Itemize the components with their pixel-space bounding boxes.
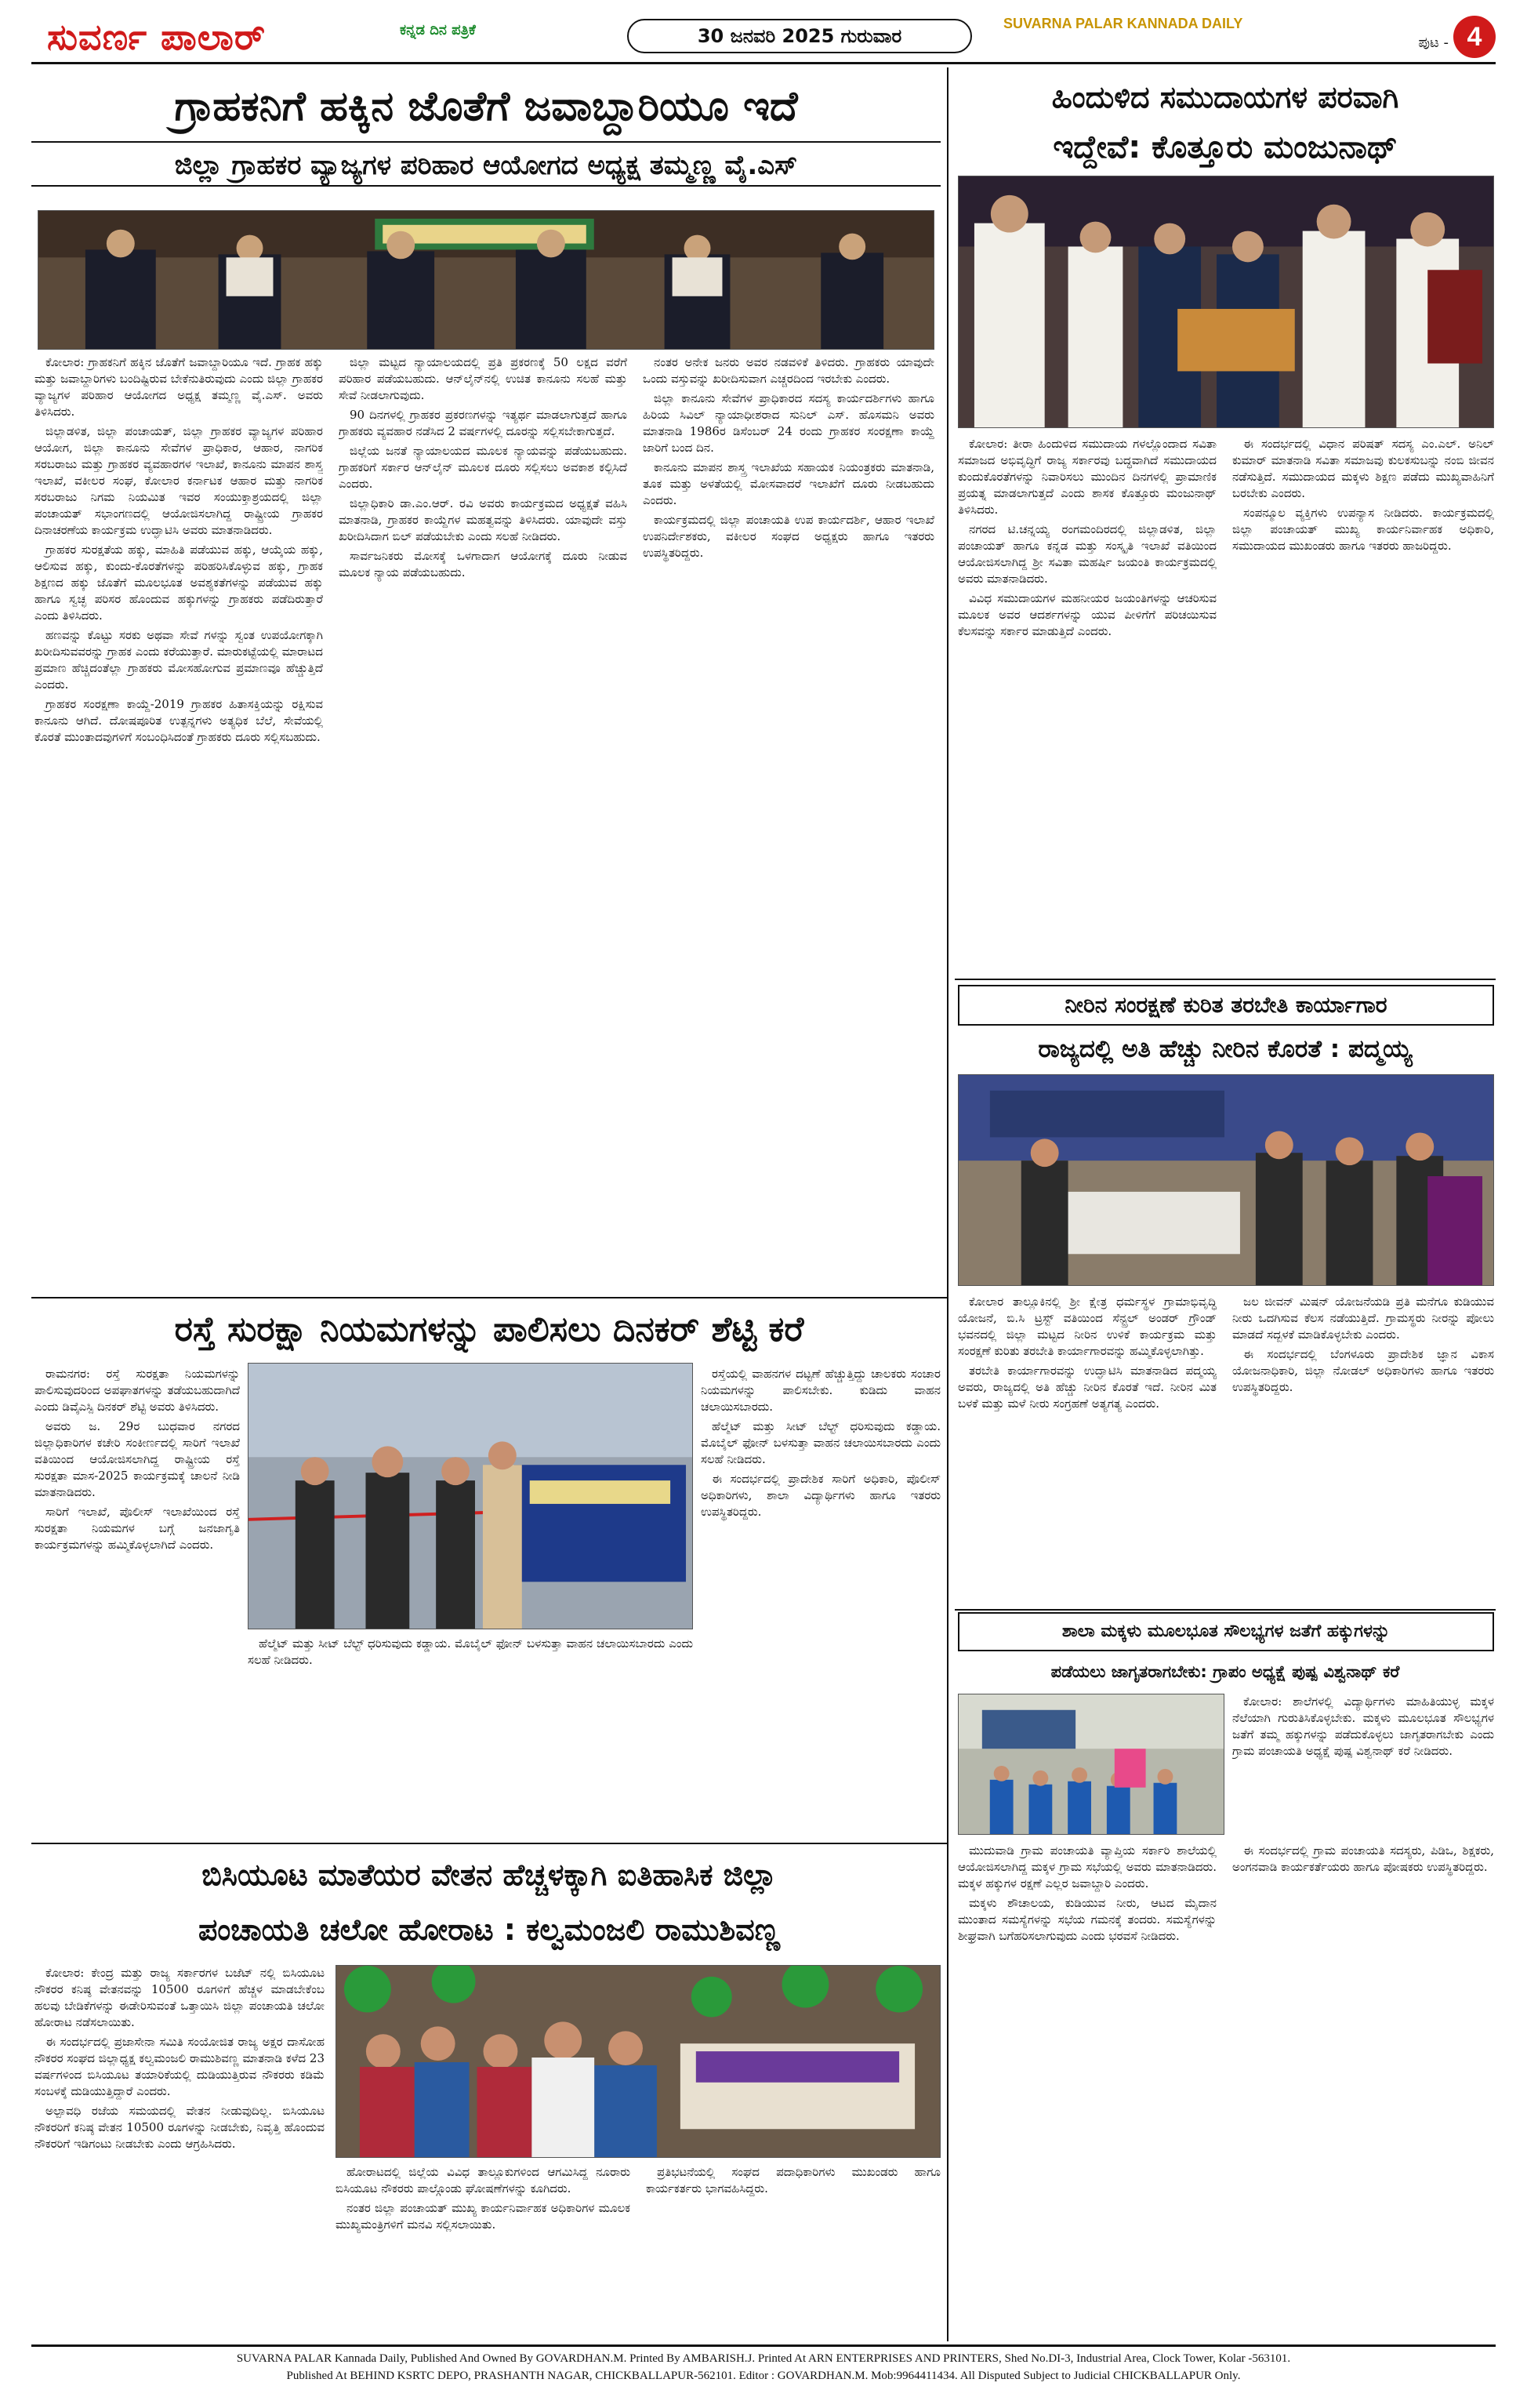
story3-paragraph: ತರಬೇತಿ ಕಾರ್ಯಾಗಾರವನ್ನು ಉದ್ಘಾಟಿಸಿ ಮಾತನಾಡಿದ ಪದ್ಮಯ್ಯ ಅವರು, ರಾಜ್ಯದಲ್ಲಿ ಅತಿ ಹೆಚ್ಚು ನೀರಿನ ಕೊರತೆ ಇದೆ. ನೀರಿನ ಮಿತ ಬಳಕೆ ಮತ್ತು ಮಳೆ ನೀರು ಸಂಗ್ರಹಣೆ ಅತ್ಯಗತ್ಯ ಎಂದರು. [958,1364,1217,1411]
column-divider [947,1808,948,2341]
story6-col2 [958,1843,1217,2338]
story1-paragraph: ಜಿಲ್ಲಾ ಕಾನೂನು ಸೇವೆಗಳ ಪ್ರಾಧಿಕಾರದ ಸದಸ್ಯ ಕಾರ್ಯದರ್ಶಿಗಳು ಹಾಗೂ ಹಿರಿಯ ಸಿವಿಲ್ ನ್ಯಾಯಾಧೀಶರಾದ ಸುನಿಲ್ ಎಸ್. ಹೊಸಮನಿ ಅವರು ಮಾತನಾಡಿ 1986ರ ಡಿಸೆಂಬರ್ 24 ರಂದು ಗ್ರಾಹಕರ ಸಂರಕ್ಷಣಾ ಕಾಯ್ದೆ ಜಾರಿಗೆ ಬಂದ ದಿನ. [643,391,934,455]
story1-paragraph: ಜಿಲ್ಲಾಧಿಕಾರಿ ಡಾ.ಎಂ.ಆರ್. ರವಿ ಅವರು ಕಾರ್ಯಕ್ರಮದ ಅಧ್ಯಕ್ಷತೆ ವಹಿಸಿ ಮಾತನಾಡಿ, ಗ್ರಾಹಕರ ಕಾಯ್ದೆಗಳ ಮಹತ್ವವನ್ನು ತಿಳಿಸಿದರು. ಯಾವುದೇ ವಸ್ತು ಖರೀದಿಸಿದಾಗ ಬಿಲ್ ಪಡೆಯಬೇಕು ಎಂದು ಸಲಹೆ ನೀಡಿದರು. [339,496,627,543]
newspaper-logo: ಸುವರ್ಣ ಪಾಲಾರ್ [47,16,267,58]
story5-col3 [646,2164,941,2338]
story1-headline: ಗ್ರಾಹಕನಿಗೆ ಹಕ್ಕಿನ ಜೊತೆಗೆ ಜವಾಬ್ದಾರಿಯೂ ಇದೆ [174,83,798,130]
story4-photo [248,1363,693,1629]
story1-paragraph: ಜಿಲ್ಲಾ ಮಟ್ಟದ ನ್ಯಾಯಾಲಯದಲ್ಲಿ ಪ್ರತಿ ಪ್ರಕರಣಕ್ಕೆ 50 ಲಕ್ಷದ ವರೆಗೆ ಪರಿಹಾರ ಪಡೆಯಬಹುದು. ಆನ್‌ಲೈನ್‌ನಲ್ಲಿ ಉಚಿತ ಕಾನೂನು ಸಲಹೆ ಮತ್ತು ಸೇವೆ ನೀಡಲಾಗುವುದು. [339,355,627,402]
story6-paragraph: ಕೋಲಾರ: ಶಾಲೆಗಳಲ್ಲಿ ವಿದ್ಯಾರ್ಥಿಗಳು ಮಾಹಿತಿಯುಳ್ಳ ಮಕ್ಕಳ ನೆಲೆಯಾಗಿ ಗುರುತಿಸಿಕೊಳ್ಳಬೇಕು. ಮಕ್ಕಳು ಮೂಲಭೂತ ಸೌಲಭ್ಯಗಳ ಜತೆಗೆ ತಮ್ಮ ಹಕ್ಕುಗಳನ್ನು ಪಡೆದುಕೊಳ್ಳಲು ಜಾಗೃತರಾಗಬೇಕು ಎಂದು ಗ್ರಾಮ ಪಂಚಾಯತಿ ಅಧ್ಯಕ್ಷೆ ಪುಷ್ಪ ವಿಶ್ವನಾಥ್ ಕರೆ ನೀಡಿದರು. [1232,1694,1494,1758]
story3-paragraph: ಕೋಲಾರ ತಾಲ್ಲೂಕಿನಲ್ಲಿ ಶ್ರೀ ಕ್ಷೇತ್ರ ಧರ್ಮಸ್ಥಳ ಗ್ರಾಮಾಭಿವೃದ್ಧಿ ಯೋಜನೆ, ಬಿ.ಸಿ ಟ್ರಸ್ಟ್ ವತಿಯಿಂದ ಸೆನ್ಟ್ರಲ್ ಅಂಡರ್ ಗ್ರೌಂಡ್ ಭವನದಲ್ಲಿ ಜಿಲ್ಲಾ ಮಟ್ಟದ ನೀರಿನ ಉಳಿಕೆ ಕಾರ್ಯಕ್ರಮ ಮತ್ತು ಸಂರಕ್ಷಣೆ ಕುರಿತು ತರಬೇತಿ ಕಾರ್ಯಾಗಾರವನ್ನು ಹಮ್ಮಿಕೊಳ್ಳಲಾಗಿತ್ತು. [958,1295,1217,1358]
story5-paragraph: ಪ್ರತಿಭಟನೆಯಲ್ಲಿ ಸಂಘದ ಪದಾಧಿಕಾರಿಗಳು ಮುಖಂಡರು ಹಾಗೂ ಕಾರ್ಯಕರ್ತರು ಭಾಗವಹಿಸಿದ್ದರು. [646,2165,941,2196]
story5-headline-line1: ಬಿಸಿಯೂಟ ಮಾತೆಯರ ವೇತನ ಹೆಚ್ಚಳಕ್ಕಾಗಿ ಐತಿಹಾಸಿಕ ಜಿಲ್ಲಾ [201,1858,777,1892]
story2-paragraph: ವಿವಿಧ ಸಮುದಾಯಗಳ ಮಹನೀಯರ ಜಯಂತಿಗಳನ್ನು ಆಚರಿಸುವ ಮೂಲಕ ಅವರ ಆದರ್ಶಗಳನ್ನು ಯುವ ಪೀಳಿಗೆಗೆ ಪರಿಚಯಿಸುವ ಕೆಲಸವನ್ನು ಸರ್ಕಾರ ಮಾಡುತ್ತಿದೆ ಎಂದರು. [958,591,1217,638]
story3-col1 [958,1294,1217,1607]
story1-col3 [643,354,934,1292]
story2-paragraph: ಸಂಪನ್ಮೂಲ ವ್ಯಕ್ತಿಗಳು ಉಪನ್ಯಾಸ ನೀಡಿದರು. ಕಾರ್ಯಕ್ರಮದಲ್ಲಿ ಜಿಲ್ಲಾ ಪಂಚಾಯತ್ ಮುಖ್ಯ ಕಾರ್ಯನಿರ್ವಾಹಕ ಅಧಿಕಾರಿ, ಸಮುದಾಯದ ಮುಖಂಡರು ಹಾಗೂ ಇತರರು ಹಾಜರಿದ್ದರು. [1232,506,1494,553]
story2-paragraph: ಈ ಸಂದರ್ಭದಲ್ಲಿ ವಿಧಾನ ಪರಿಷತ್ ಸದಸ್ಯ ಎಂ.ಎಲ್. ಅನಿಲ್ ಕುಮಾರ್ ಮಾತನಾಡಿ ಸವಿತಾ ಸಮಾಜವು ಕುಲಕಸುಬನ್ನು ನಂಬಿ ಜೀವನ ನಡೆಸುತ್ತಿದೆ. ಸಮುದಾಯದ ಮಕ್ಕಳು ಶಿಕ್ಷಣ ಪಡೆದು ಮುಖ್ಯವಾಹಿನಿಗೆ ಬರಬೇಕು ಎಂದರು. [1232,437,1494,500]
story5-headline-line2: ಪಂಚಾಯತಿ ಚಲೋ ಹೋರಾಟ : ಕಲ್ವಮಂಜಲಿ ರಾಮುಶಿವಣ್ಣ [198,1912,780,1947]
story6-paragraph: ಮಕ್ಕಳು ಶೌಚಾಲಯ, ಕುಡಿಯುವ ನೀರು, ಆಟದ ಮೈದಾನ ಮುಂತಾದ ಸಮಸ್ಯೆಗಳನ್ನು ಸಭೆಯ ಗಮನಕ್ಕೆ ತಂದರು. ಸಮಸ್ಯೆಗಳನ್ನು ಶೀಘ್ರವಾಗಿ ಬಗೆಹರಿಸಲಾಗುವುದು ಎಂದು ಭರವಸೆ ನೀಡಿದರು. [958,1896,1217,1943]
story4-col2 [701,1366,941,1836]
story1-paragraph: ಸಾರ್ವಜನಿಕರು ಮೋಸಕ್ಕೆ ಒಳಗಾದಾಗ ಆಯೋಗಕ್ಕೆ ದೂರು ನೀಡುವ ಮೂಲಕ ನ್ಯಾಯ ಪಡೆಯಬಹುದು. [339,549,627,579]
story4-paragraph: ರಾಮನಗರ: ರಸ್ತೆ ಸುರಕ್ಷತಾ ನಿಯಮಗಳನ್ನು ಪಾಲಿಸುವುದರಿಂದ ಅಪಘಾತಗಳನ್ನು ತಡೆಯಬಹುದಾಗಿದೆ ಎಂದು ಡಿವೈಎಸ್ಪಿ ದಿನಕರ್ ಶೆಟ್ಟಿ ಅವರು ತಿಳಿಸಿದರು. [34,1367,240,1414]
story3-col2 [1232,1294,1494,1607]
story6-col3 [1232,1843,1494,2338]
story5-paragraph: ಈ ಸಂದರ್ಭದಲ್ಲಿ ಪ್ರಜಾಸೇನಾ ಸಮಿತಿ ಸಂಯೋಜಿತ ರಾಜ್ಯ ಅಕ್ಷರ ದಾಸೋಹ ನೌಕರರ ಸಂಘದ ಜಿಲ್ಲಾಧ್ಯಕ್ಷ ಕಲ್ವಮಂಜಲಿ ರಾಮುಶಿವಣ್ಣ ಮಾತನಾಡಿ ಕಳೆದ 23 ವರ್ಷಗಳಿಂದ ಬಿಸಿಯೂಟ ತಯಾರಿಕೆಯಲ್ಲಿ ದುಡಿಯುತ್ತಿರುವ ನೌಕರರು ಕಡಿಮೆ ಸಂಬಳಕ್ಕೆ ದುಡಿಯುತ್ತಿದ್ದಾರೆ ಎಂದರು. [34,2035,325,2098]
story6-body [958,1843,1494,2338]
story2-photo [958,176,1494,428]
story2-col2 [1232,436,1494,974]
story4-col3 [248,1636,693,1836]
imprint-line-1: SUVARNA PALAR Kannada Daily, Published And Owned By GOVARDHAN.M. Printed By AMBARISH.J. Printed At ARN ENTERPRISES AND PRINTERS, Shed No.DI-3, Industrial Area, Clock Tower, Kolar -563101. [236,2352,1291,2365]
story1-paragraph: ನಂತರ ಅನೇಕ ಜನರು ಅವರ ನಡವಳಿಕೆ ತಿಳಿದರು. ಗ್ರಾಹಕರು ಯಾವುದೇ ಒಂದು ವಸ್ತುವನ್ನು ಖರೀದಿಸುವಾಗ ಎಚ್ಚರದಿಂದ ಇರಬೇಕು ಎಂದರು. [643,355,934,386]
column-divider [947,67,948,1808]
story2-paragraph: ಕೋಲಾರ: ತೀರಾ ಹಿಂದುಳಿದ ಸಮುದಾಯ ಗಳಲ್ಲೊಂದಾದ ಸವಿತಾ ಸಮಾಜದ ಅಭಿವೃದ್ಧಿಗೆ ರಾಜ್ಯ ಸರ್ಕಾರವು ಬದ್ಧವಾಗಿದೆ ಸಮುದಾಯದ ಕುಂದುಕೊರತೆಗಳನ್ನು ನಿವಾರಿಸಲು ಮುಂದಿನ ದಿನಗಳಲ್ಲಿ ಪ್ರಾಮಾಣಿಕ ಪ್ರಯತ್ನ ಮಾಡಲಾಗುತ್ತದೆ ಎಂದು ಶಾಸಕ ಕೊತ್ತೂರು ಮಂಜುನಾಥ್ ತಿಳಿಸಿದರು. [958,437,1217,517]
story6-col1 [1232,1694,1494,1835]
story5-body-right [336,2164,941,2338]
story2-headline-line2: ಇದ್ದೇವೆ: ಕೊತ್ತೂರು ಮಂಜುನಾಥ್ [1053,129,1398,165]
story4-body-right [701,1366,941,1836]
issue-date: 30 ಜನವರಿ 2025 ಗುರುವಾರ [627,19,972,53]
story1-body [34,354,941,1292]
story2-paragraph: ನಗರದ ಟಿ.ಚನ್ನಯ್ಯ ರಂಗಮಂದಿರದಲ್ಲಿ ಜಿಲ್ಲಾಡಳಿತ, ಜಿಲ್ಲಾ ಪಂಚಾಯತ್ ಹಾಗೂ ಕನ್ನಡ ಮತ್ತು ಸಂಸ್ಕೃತಿ ಇಲಾಖೆ ವತಿಯಿಂದ ಆಯೋಜಿಸಲಾಗಿದ್ದ ಶ್ರೀ ಸವಿತಾ ಮಹರ್ಷಿ ಜಯಂತಿ ಕಾರ್ಯಕ್ರಮದಲ್ಲಿ ಅವರು ಮಾತನಾಡಿದರು. [958,522,1217,586]
story1-paragraph: ಕಾನೂನು ಮಾಪನ ಶಾಸ್ತ್ರ ಇಲಾಖೆಯ ಸಹಾಯಕ ನಿಯಂತ್ರಕರು ಮಾತನಾಡಿ, ತೂಕ ಮತ್ತು ಅಳತೆಯಲ್ಲಿ ಮೋಸವಾದರೆ ಇಲಾಖೆಗೆ ದೂರು ನೀಡಬಹುದು ಎಂದರು. [643,460,934,507]
story6-headline-line2: ಪಡೆಯಲು ಜಾಗೃತರಾಗಬೇಕು: ಗ್ರಾಪಂ ಅಧ್ಯಕ್ಷೆ ಪುಷ್ಪ ವಿಶ್ವನಾಥ್ ಕರೆ [1050,1662,1400,1681]
story1-paragraph: ಜಿಲ್ಲಾಡಳಿತ, ಜಿಲ್ಲಾ ಪಂಚಾಯತ್, ಜಿಲ್ಲಾ ಗ್ರಾಹಕರ ವ್ಯಾಜ್ಯಗಳ ಪರಿಹಾರ ಆಯೋಗ, ಜಿಲ್ಲಾ ಕಾನೂನು ಸೇವೆಗಳ ಪ್ರಾಧಿಕಾರ, ಆಹಾರ, ನಾಗರಿಕ ಸರಬರಾಜು ಮತ್ತು ಗ್ರಾಹಕರ ವ್ಯವಹಾರಗಳ ಇಲಾಖೆ, ಕಾನೂನು ಮಾಪನ ಶಾಸ್ತ್ರ ಇಲಾಖೆ, ವಕೀಲರ ಸಂಘ, ಕೋಲಾರ ಕರ್ನಾಟಕ ಆಹಾರ ಮತ್ತು ನಾಗರಿಕ ಸರಬರಾಜು ನಿಗಮ ನಿಯಮಿತ ಇವರ ಸಂಯುಕ್ತಾಶ್ರಯದಲ್ಲಿ ಜಿಲ್ಲಾ ಪಂಚಾಯತ್ ಸಭಾಂಗಣದಲ್ಲಿ ಆಯೋಜಿಸಲಾಗಿದ್ದ ರಾಷ್ಟ್ರೀಯ ಗ್ರಾಹಕರ ದಿನಾಚರಣೆಯ ಕಾರ್ಯಕ್ರಮ ಉದ್ಘಾಟಿಸಿ ಅವರು ಮಾತನಾಡಿದರು. [34,424,323,537]
page-number: 4 [1453,16,1496,58]
story4-paragraph: ಹೆಲ್ಮೆಟ್ ಮತ್ತು ಸೀಟ್ ಬೆಲ್ಟ್ ಧರಿಸುವುದು ಕಡ್ಡಾಯ. ಮೊಬೈಲ್ ಫೋನ್ ಬಳಸುತ್ತಾ ವಾಹನ ಚಲಾಯಿಸಬಾರದು ಎಂದು ಸಲಹೆ ನೀಡಿದರು. [248,1636,693,1667]
imprint-footer [31,2344,1496,2392]
story1-photo [38,210,934,350]
section-rule [955,979,1496,980]
story2-body [958,436,1494,974]
story4-paragraph: ಸಾರಿಗೆ ಇಲಾಖೆ, ಪೊಲೀಸ್ ಇಲಾಖೆಯಿಂದ ರಸ್ತೆ ಸುರಕ್ಷತಾ ನಿಯಮಗಳ ಬಗ್ಗೆ ಜನಜಾಗೃತಿ ಕಾರ್ಯಕ್ರಮಗಳನ್ನು ಹಮ್ಮಿಕೊಳ್ಳಲಾಗಿದೆ ಎಂದರು. [34,1505,240,1552]
story1-subhead: ಜಿಲ್ಲಾ ಗ್ರಾಹಕರ ವ್ಯಾಜ್ಯಗಳ ಪರಿಹಾರ ಆಯೋಗದ ಅಧ್ಯಕ್ಷ ತಮ್ಮಣ್ಣ ವೈ.ಎಸ್ [31,141,941,187]
story4-paragraph: ರಸ್ತೆಯಲ್ಲಿ ವಾಹನಗಳ ದಟ್ಟಣೆ ಹೆಚ್ಚುತ್ತಿದ್ದು ಚಾಲಕರು ಸಂಚಾರ ನಿಯಮಗಳನ್ನು ಪಾಲಿಸಬೇಕು. ಕುಡಿದು ವಾಹನ ಚಲಾಯಿಸಬಾರದು. [701,1367,941,1414]
english-name: SUVARNA PALAR KANNADA DAILY [1003,16,1243,31]
story5-paragraph: ಅಲ್ಪಾವಧಿ ರಜೆಯ ಸಮಯದಲ್ಲಿ ವೇತನ ನೀಡುವುದಿಲ್ಲ. ಬಿಸಿಯೂಟ ನೌಕರರಿಗೆ ಕನಿಷ್ಠ ವೇತನ 10500 ರೂಗಳನ್ನು ನೀಡಬೇಕು, ನಿವೃತ್ತಿ ಹೊಂದುವ ನೌಕರರಿಗೆ ಇಡಿಗಂಟು ನೀಡಬೇಕು ಎಂದು ಆಗ್ರಹಿಸಿದರು. [34,2104,325,2151]
story6-paragraph: ಈ ಸಂದರ್ಭದಲ್ಲಿ ಗ್ರಾಮ ಪಂಚಾಯತಿ ಸದಸ್ಯರು, ಪಿಡಿಒ, ಶಿಕ್ಷಕರು, ಅಂಗನವಾಡಿ ಕಾರ್ಯಕರ್ತೆಯರು ಹಾಗೂ ಪೋಷಕರು ಉಪಸ್ಥಿತರಿದ್ದರು. [1232,1843,1494,1874]
story3-paragraph: ಜಲ ಜೀವನ್ ಮಿಷನ್ ಯೋಜನೆಯಡಿ ಪ್ರತಿ ಮನೆಗೂ ಕುಡಿಯುವ ನೀರು ಒದಗಿಸುವ ಕೆಲಸ ನಡೆಯುತ್ತಿದೆ. ಗ್ರಾಮಸ್ಥರು ನೀರನ್ನು ಪೋಲು ಮಾಡದೆ ಸದ್ಬಳಕೆ ಮಾಡಿಕೊಳ್ಳಬೇಕು ಎಂದರು. [1232,1295,1494,1342]
story4-paragraph: ಅವರು ಜ. 29ರ ಬುಧವಾರ ನಗರದ ಜಿಲ್ಲಾಧಿಕಾರಿಗಳ ಕಚೇರಿ ಸಂಕೀರ್ಣದಲ್ಲಿ ಸಾರಿಗೆ ಇಲಾಖೆ ವತಿಯಿಂದ ಆಯೋಜಿಸಲಾಗಿದ್ದ ರಾಷ್ಟ್ರೀಯ ರಸ್ತೆ ಸುರಕ್ಷತಾ ಮಾಸ-2025 ಕಾರ್ಯಕ್ರಮಕ್ಕೆ ಚಾಲನೆ ನೀಡಿ ಮಾತನಾಡಿದರು. [34,1419,240,1499]
newspaper-subtitle: ಕನ್ನಡ ದಿನ ಪತ್ರಿಕೆ [400,22,476,38]
story3-headline-line1: ನೀರಿನ ಸಂರಕ್ಷಣೆ ಕುರಿತ ತರಬೇತಿ ಕಾರ್ಯಾಗಾರ [958,985,1494,1026]
story6-body-top [1232,1694,1494,1835]
story1-paragraph: ಹಣವನ್ನು ಕೊಟ್ಟು ಸರಕು ಅಥವಾ ಸೇವೆ ಗಳನ್ನು ಸ್ವಂತ ಉಪಯೋಗಕ್ಕಾಗಿ ಖರೀದಿಸುವವರನ್ನು ಗ್ರಾಹಕ ಎಂದು ಕರೆಯುತ್ತಾರೆ. ಮಾರುಕಟ್ಟೆಯಲ್ಲಿ ಮಾರಾಟದ ಪ್ರಮಾಣ ಹೆಚ್ಚಿದಂತೆಲ್ಲಾ ಗ್ರಾಹಕರು ಮೋಸಹೋಗುವ ಪ್ರಮಾಣವೂ ಹೆಚ್ಚುತ್ತಿದೆ ಎಂದರು. [34,628,323,692]
story5-col2 [336,2164,630,2338]
story3-photo [958,1074,1494,1286]
page-label: ಪುಟ - [1418,35,1449,51]
story5-col1 [34,1965,325,2338]
imprint-line-2: Published At BEHIND KSRTC DEPO, PRASHANTH NAGAR, CHICKBALLAPUR-562101. Editor : GOVARDHAN.M. Mob:9964411434. All Disputed Subject to Judicial CHICKBALLAPUR Only. [286,2370,1241,2382]
story6-headline-line1: ಶಾಲಾ ಮಕ್ಕಳು ಮೂಲಭೂತ ಸೌಲಭ್ಯಗಳ ಜತೆಗೆ ಹಕ್ಕುಗಳನ್ನು [958,1612,1494,1651]
story5-paragraph: ನಂತರ ಜಿಲ್ಲಾ ಪಂಚಾಯತ್ ಮುಖ್ಯ ಕಾರ್ಯನಿರ್ವಾಹಕ ಅಧಿಕಾರಿಗಳ ಮೂಲಕ ಮುಖ್ಯಮಂತ್ರಿಗಳಿಗೆ ಮನವಿ ಸಲ್ಲಿಸಲಾಯಿತು. [336,2201,630,2232]
story1-paragraph: ಕಾರ್ಯಕ್ರಮದಲ್ಲಿ ಜಿಲ್ಲಾ ಪಂಚಾಯತಿ ಉಪ ಕಾರ್ಯದರ್ಶಿ, ಆಹಾರ ಇಲಾಖೆ ಉಪನಿರ್ದೇಶಕರು, ವಕೀಲರ ಸಂಘದ ಅಧ್ಯಕ್ಷರು ಹಾಗೂ ಇತರರು ಉಪಸ್ಥಿತರಿದ್ದರು. [643,513,934,560]
story2-headline-line1: ಹಿಂದುಳಿದ ಸಮುದಾಯಗಳ ಪರವಾಗಿ [1051,80,1399,114]
story4-col1 [34,1366,240,1836]
story3-headline-line2: ರಾಜ್ಯದಲ್ಲಿ ಅತಿ ಹೆಚ್ಚು ನೀರಿನ ಕೊರತೆ : ಪದ್ಮಯ್ಯ [1038,1035,1413,1063]
story1-paragraph: ಕೋಲಾರ: ಗ್ರಾಹಕನಿಗೆ ಹಕ್ಕಿನ ಜೊತೆಗೆ ಜವಾಬ್ದಾರಿಯೂ ಇದೆ. ಗ್ರಾಹಕ ಹಕ್ಕು ಮತ್ತು ಜವಾಬ್ದಾರಿಗಳು ಬಂದಿಷ್ಟಿರುವ ಬೇಕೆನುತಿರುವುದು ಎಂದು ಜಿಲ್ಲಾ ಗ್ರಾಹಕರ ವ್ಯಾಜ್ಯಗಳ ಪರಿಹಾರ ಆಯೋಗದ ಅಧ್ಯಕ್ಷ ತಮ್ಮಣ್ಣ ವೈ.ಎಸ್. ಅವರು ತಿಳಿಸಿದರು. [34,355,323,419]
story3-body [958,1294,1494,1607]
story5-paragraph: ಕೋಲಾರ: ಕೇಂದ್ರ ಮತ್ತು ರಾಜ್ಯ ಸರ್ಕಾರಗಳ ಬಜೆಟ್ ನಲ್ಲಿ ಬಿಸಿಯೂಟ ನೌಕರರ ಕನಿಷ್ಠ ವೇತನವನ್ನು 10500 ರೂಗಳಿಗೆ ಹೆಚ್ಚಳ ಮಾಡಬೇಕೆಂಬ ಹಲವು ಬೇಡಿಕೆಗಳನ್ನು ಈಡೇರಿಸುವಂತೆ ಒತ್ತಾಯಿಸಿ ಜಿಲ್ಲಾ ಪಂಚಾಯತಿ ಚಲೋ ಹೋರಾಟ ನಡೆಸಲಾಯಿತು. [34,1966,325,2029]
story1-col1 [34,354,323,1292]
story1-paragraph: ಜಿಲ್ಲೆಯ ಜನತೆ ನ್ಯಾಯಾಲಯದ ಮೂಲಕ ನ್ಯಾಯವನ್ನು ಪಡೆಯಬಹುದು. ಗ್ರಾಹಕರಿಗೆ ಸರ್ಕಾರ ಆನ್‌ಲೈನ್ ಮೂಲಕ ದೂರು ಸಲ್ಲಿಸಲು ಅವಕಾಶ ಕಲ್ಪಿಸಿದೆ ಎಂದರು. [339,444,627,491]
section-rule [955,1609,1496,1611]
story1-paragraph: ಗ್ರಾಹಕರ ಸುರಕ್ಷತೆಯ ಹಕ್ಕು, ಮಾಹಿತಿ ಪಡೆಯುವ ಹಕ್ಕು, ಆಯ್ಕೆಯ ಹಕ್ಕು, ಆಲಿಸುವ ಹಕ್ಕು, ಕುಂದು-ಕೊರತೆಗಳನ್ನು ಪರಿಹರಿಸಿಕೊಳ್ಳುವ ಹಕ್ಕು, ಗ್ರಾಹಕ ಶಿಕ್ಷಣದ ಹಕ್ಕು ಜೊತೆಗೆ ಮೂಲಭೂತ ಅವಶ್ಯಕತೆಗಳನ್ನು ಪಡೆಯುವ ಹಕ್ಕು ಹಾಗೂ ಸ್ವಚ್ಛ ಪರಿಸರ ಹೊಂದುವ ಹಕ್ಕುಗಳನ್ನು ಗ್ರಾಹಕರು ಪಡೆದಿರುತ್ತಾರೆ ಎಂದು ತಿಳಿಸಿದರು. [34,543,323,623]
story3-paragraph: ಈ ಸಂದರ್ಭದಲ್ಲಿ ಬೆಂಗಳೂರು ಪ್ರಾದೇಶಿಕ ಜ್ಞಾನ ವಿಕಾಸ ಯೋಜನಾಧಿಕಾರಿ, ಜಿಲ್ಲಾ ನೋಡಲ್ ಅಧಿಕಾರಿಗಳು ಹಾಗೂ ಇತರರು ಉಪಸ್ಥಿತರಿದ್ದರು. [1232,1347,1494,1394]
story5-body-left [34,1965,325,2338]
story4-paragraph: ಹೆಲ್ಮೆಟ್ ಮತ್ತು ಸೀಟ್ ಬೆಲ್ಟ್ ಧರಿಸುವುದು ಕಡ್ಡಾಯ. ಮೊಬೈಲ್ ಫೋನ್ ಬಳಸುತ್ತಾ ವಾಹನ ಚಲಾಯಿಸಬಾರದು ಎಂದು ಸಲಹೆ ನೀಡಿದರು. [701,1419,941,1466]
story4-headline: ರಸ್ತೆ ಸುರಕ್ಷಾ ನಿಯಮಗಳನ್ನು ಪಾಲಿಸಲು ದಿನಕರ್ ಶೆಟ್ಟಿ ಕರೆ [174,1309,804,1349]
story2-col1 [958,436,1217,974]
story4-body-under-photo [248,1636,693,1836]
story5-photo [336,1965,941,2158]
story6-paragraph: ಮುದುವಾಡಿ ಗ್ರಾಮ ಪಂಚಾಯತಿ ವ್ಯಾಪ್ತಿಯ ಸರ್ಕಾರಿ ಶಾಲೆಯಲ್ಲಿ ಆಯೋಜಿಸಲಾಗಿದ್ದ ಮಕ್ಕಳ ಗ್ರಾಮ ಸಭೆಯಲ್ಲಿ ಅವರು ಮಾತನಾಡಿದರು. ಮಕ್ಕಳ ಹಕ್ಕುಗಳ ರಕ್ಷಣೆ ಎಲ್ಲರ ಜವಾಬ್ದಾರಿ ಎಂದರು. [958,1843,1217,1890]
story1-paragraph: 90 ದಿನಗಳಲ್ಲಿ ಗ್ರಾಹಕರ ಪ್ರಕರಣಗಳನ್ನು ಇತ್ಯರ್ಥ ಮಾಡಲಾಗುತ್ತದೆ ಹಾಗೂ ಗ್ರಾಹಕರು ವ್ಯವಹಾರ ನಡೆಸಿದ 2 ವರ್ಷಗಳಲ್ಲಿ ದೂರನ್ನು ಸಲ್ಲಿಸಬೇಕಾಗುತ್ತದೆ. [339,408,627,438]
story1-paragraph: ಗ್ರಾಹಕರ ಸಂರಕ್ಷಣಾ ಕಾಯ್ದೆ-2019 ಗ್ರಾಹಕರ ಹಿತಾಸಕ್ತಿಯನ್ನು ರಕ್ಷಿಸುವ ಕಾನೂನು ಆಗಿದೆ. ದೋಷಪೂರಿತ ಉತ್ಪನ್ನಗಳು ಅತ್ಯಧಿಕ ಬೆಲೆ, ಸೇವೆಯಲ್ಲಿ ಕೊರತೆ ಮುಂತಾದವುಗಳಿಗೆ ಸಂಬಂಧಿಸಿದಂತೆ ಗ್ರಾಹಕರು ದೂರು ಸಲ್ಲಿಸಬಹುದು. [34,697,323,744]
story4-body-left [34,1366,240,1836]
story4-paragraph: ಈ ಸಂದರ್ಭದಲ್ಲಿ ಪ್ರಾದೇಶಿಕ ಸಾರಿಗೆ ಅಧಿಕಾರಿ, ಪೊಲೀಸ್ ಅಧಿಕಾರಿಗಳು, ಶಾಲಾ ವಿದ್ಯಾರ್ಥಿಗಳು ಹಾಗೂ ಇತರರು ಉಪಸ್ಥಿತರಿದ್ದರು. [701,1472,941,1519]
masthead [31,16,1496,64]
section-rule [31,1843,947,1844]
story1-col2 [339,354,627,1292]
section-rule [31,1297,947,1298]
story6-photo [958,1694,1224,1835]
story5-paragraph: ಹೋರಾಟದಲ್ಲಿ ಜಿಲ್ಲೆಯ ವಿವಿಧ ತಾಲ್ಲೂಕುಗಳಿಂದ ಆಗಮಿಸಿದ್ದ ನೂರಾರು ಬಿಸಿಯೂಟ ನೌಕರರು ಪಾಲ್ಗೊಂಡು ಘೋಷಣೆಗಳನ್ನು ಕೂಗಿದರು. [336,2165,630,2196]
